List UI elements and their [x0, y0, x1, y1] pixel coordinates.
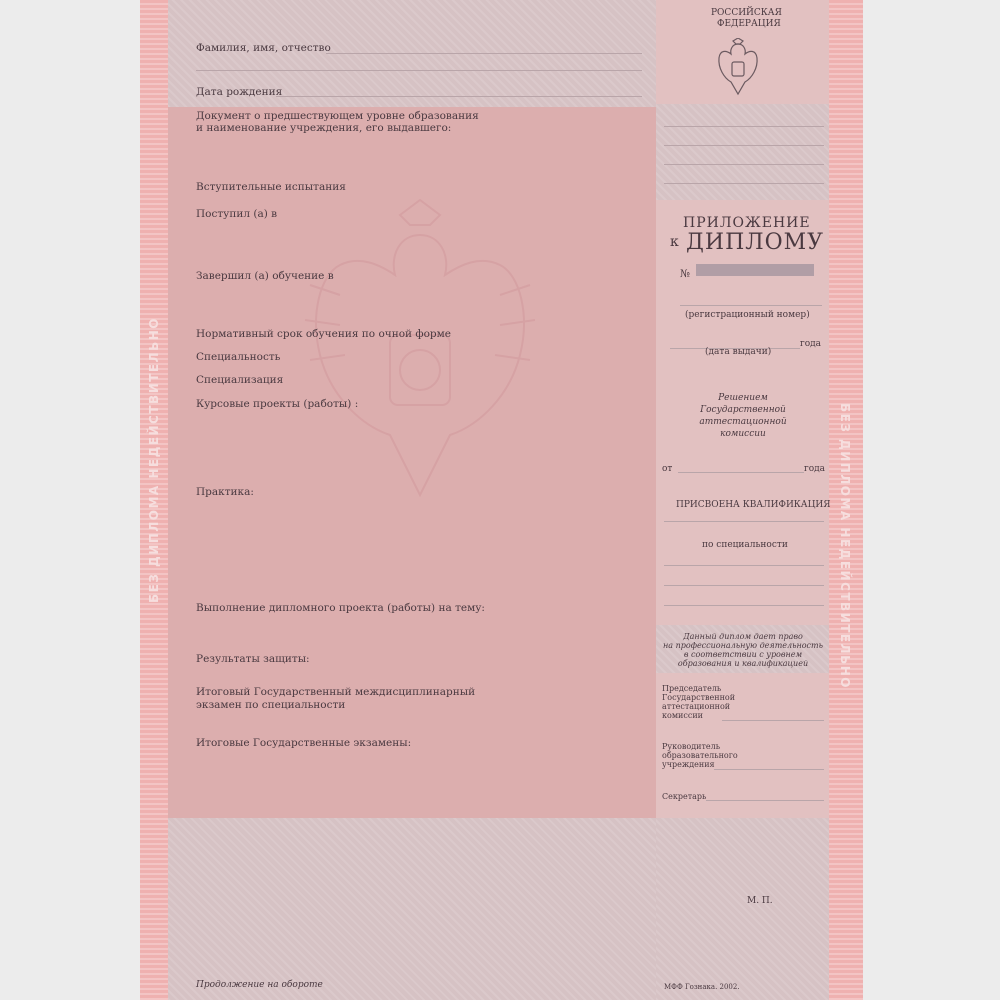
prev-doc-label-1: Документ о предшествующем уровне образования [196, 110, 479, 122]
entrance-exams-label: Вступительные испытания [196, 181, 346, 193]
issue-date-caption: (дата выдачи) [705, 347, 772, 357]
diploma-project-label: Выполнение дипломного проекта (работы) на тему: [196, 602, 485, 614]
supplement-title: ПРИЛОЖЕНИЕ [683, 215, 811, 231]
side-top-line-1[interactable] [664, 126, 824, 127]
supplement-to: к [670, 234, 679, 250]
defense-results-label: Результаты защиты: [196, 653, 310, 665]
specialty-label: Специальность [196, 351, 281, 363]
secretary-signature-line[interactable] [706, 800, 824, 801]
side-top-band [656, 104, 829, 200]
diploma-supplement-page [140, 0, 863, 1000]
graduated-label: Завершил (а) обучение в [196, 270, 334, 282]
decision-line-2: Государственной [700, 405, 786, 415]
redacted-number [696, 264, 814, 276]
left-vertical-warning: БЕЗ ДИПЛОМА НЕДЕЙСТВИТЕЛЬНО [147, 317, 161, 603]
specialty-line-3[interactable] [664, 605, 824, 606]
coat-of-arms-icon [716, 38, 760, 100]
seal-place: М. П. [747, 896, 773, 906]
enrolled-label: Поступил (а) в [196, 208, 278, 220]
number-sign: № [680, 268, 690, 280]
rights-line-2: на профессиональную деятельность [663, 641, 823, 650]
diploma-title: ДИПЛОМУ [686, 230, 825, 255]
watermark-eagle-icon [280, 195, 560, 525]
qualification-line-1[interactable] [664, 521, 824, 522]
by-specialty-label: по специальности [702, 540, 788, 550]
secretary-label: Секретарь [662, 792, 707, 801]
decision-date-line[interactable] [678, 472, 804, 473]
full-name-line[interactable] [326, 53, 642, 54]
side-top-line-2[interactable] [664, 145, 824, 146]
decision-line-3: аттестационной [699, 417, 787, 427]
decision-line-1: Решением [718, 393, 768, 403]
country-line-2: ФЕДЕРАЦИЯ [717, 19, 781, 29]
side-top-line-4[interactable] [664, 183, 824, 184]
rights-line-1: Данный диплом дает право [683, 632, 803, 641]
final-exams-label: Итоговые Государственные экзамены: [196, 737, 412, 749]
chair-line-2: Государственной [662, 693, 736, 702]
study-term-label: Нормативный срок обучения по очной форме [196, 328, 452, 340]
chair-signature-line[interactable] [722, 720, 824, 721]
rights-line-3: в соответствии с уровнем [683, 650, 803, 659]
bottom-band [168, 818, 656, 1000]
rights-line-4: образования и квалификацией [677, 659, 809, 668]
head-line-1: Руководитель [662, 742, 721, 751]
birth-date-line[interactable] [276, 96, 642, 97]
side-bottom-band [656, 818, 829, 1000]
printer-imprint: МФФ Гознака. 2002. [664, 983, 740, 991]
chair-line-4: комиссии [662, 711, 703, 720]
country-line-1: РОССИЙСКАЯ [711, 8, 782, 18]
reg-number-caption: (регистрационный номер) [685, 310, 810, 320]
head-line-3: учреждения [662, 760, 715, 769]
qualification-label: ПРИСВОЕНА КВАЛИФИКАЦИЯ [676, 500, 831, 510]
specialty-line-1[interactable] [664, 565, 824, 566]
right-vertical-warning: БЕЗ ДИПЛОМА НЕДЕЙСТВИТЕЛЬНО [838, 403, 852, 689]
full-name-line-2[interactable] [196, 70, 642, 71]
decision-line-4: комиссии [720, 429, 766, 439]
reg-number-line[interactable] [680, 305, 822, 306]
course-projects-label: Курсовые проекты (работы) : [196, 398, 359, 410]
prev-doc-label-2: и наименование учреждения, его выдавшего: [196, 122, 452, 134]
chair-line-1: Председатель [662, 684, 722, 693]
birth-date-label: Дата рождения [196, 86, 283, 98]
head-signature-line[interactable] [714, 769, 824, 770]
continued-note: Продолжение на обороте [196, 980, 323, 990]
specialization-label: Специализация [196, 374, 284, 386]
head-line-2: образовательного [662, 751, 738, 760]
issue-year-word: года [800, 339, 822, 349]
final-exam-label-2: экзамен по специальности [196, 699, 346, 711]
final-exam-label-1: Итоговый Государственный междисциплинарный [196, 686, 476, 698]
chair-line-3: аттестационной [662, 702, 731, 711]
decision-year-word: года [804, 464, 826, 474]
practice-label: Практика: [196, 486, 254, 498]
full-name-label: Фамилия, имя, отчество [196, 42, 331, 54]
from-word: от [662, 464, 673, 474]
side-top-line-3[interactable] [664, 164, 824, 165]
specialty-line-2[interactable] [664, 585, 824, 586]
